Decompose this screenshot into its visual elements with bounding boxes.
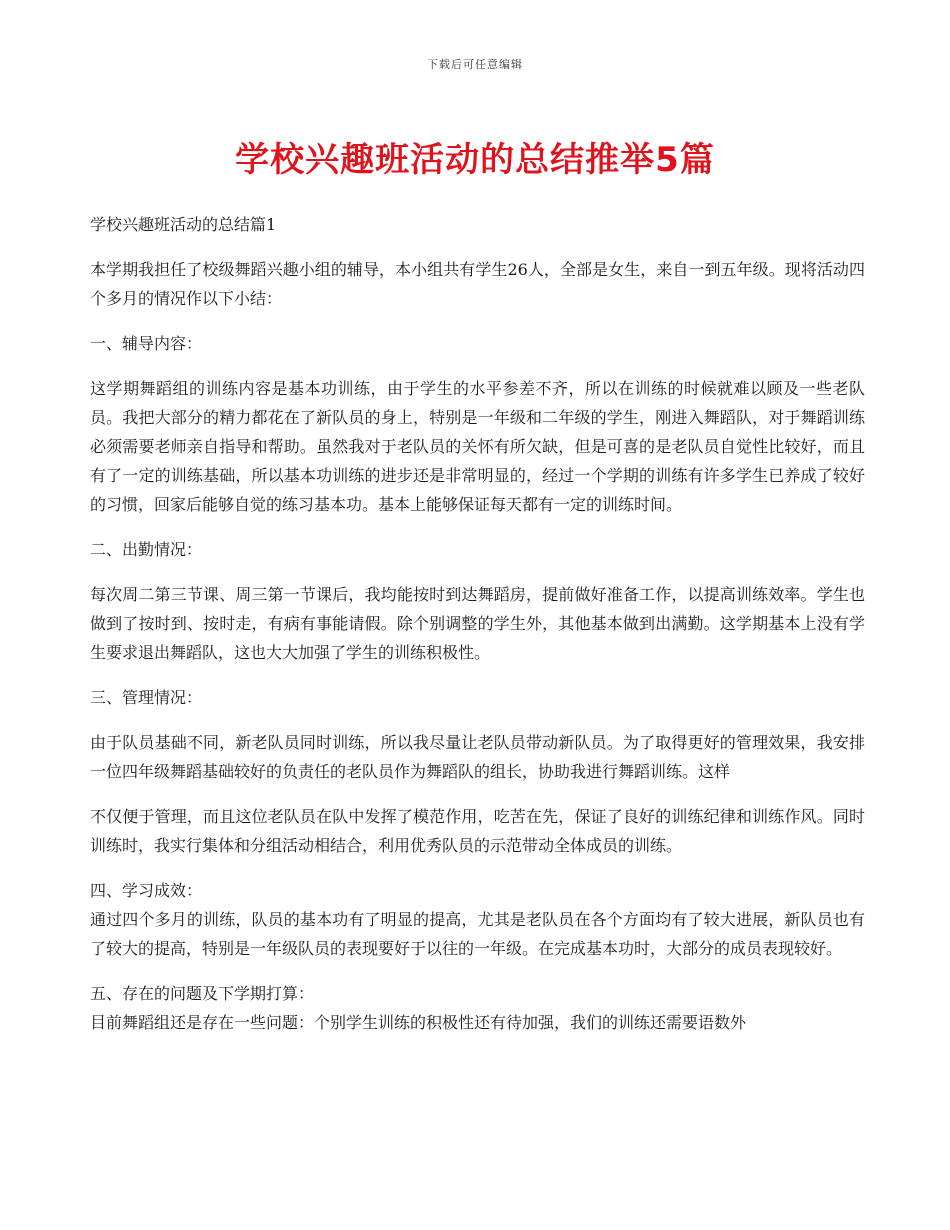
heading-management: 三、管理情况：: [90, 688, 203, 707]
heading-problems-plans: 五、存在的问题及下学期打算：: [90, 984, 315, 1003]
heading-guidance-content: 一、辅导内容：: [90, 334, 203, 353]
document-body: [90, 210, 865, 1037]
paragraph-learning-results: 通过四个多月的训练，队员的基本功有了明显的提高，尤其是老队员在各个方面均有了较大进展，新队员也有了较大的提高，特别是一年级队员的表现要好于以往的一年级。在完成基本功时，大部分的成员表现较好。: [90, 910, 865, 958]
paragraph-management-1: 由于队员基础不同，新老队员同时训练，所以我尽量让老队员带动新队员。为了取得更好的管理效果，我安排一位四年级舞蹈基础较好的负责任的老队员作为舞蹈队的组长，协助我进行舞蹈训练。这样: [90, 733, 865, 781]
heading-attendance: 二、出勤情况：: [90, 540, 203, 559]
heading-learning-results: 四、学习成效：: [90, 881, 203, 900]
paragraph-problems-plans: 目前舞蹈组还是存在一些问题：个别学生训练的积极性还有待加强，我们的训练还需要语数外: [90, 1013, 747, 1032]
paragraph-attendance: 每次周二第三节课、周三第一节课后，我均能按时到达舞蹈房，提前做好准备工作，以提高训练效率。学生也做到了按时到、按时走，有病有事能请假。除个别调整的学生外，其他基本做到出满勤。这学期基本上没有学生要求退出舞蹈队，这也大大加强了学生的训练积极性。: [90, 585, 865, 662]
paragraph-intro: 本学期我担任了校级舞蹈兴趣小组的辅导，本小组共有学生26人，全部是女生，来自一到五年级。现将活动四个多月的情况作以下小结：: [90, 260, 865, 308]
header-note: 下载后可任意编辑: [427, 58, 523, 71]
paragraph-management-2: 不仅便于管理，而且这位老队员在队中发挥了模范作用，吃苦在先，保证了良好的训练纪律和训练作风。同时训练时，我实行集体和分组活动相结合，利用优秀队员的示范带动全体成员的训练。: [90, 807, 865, 855]
document-title: 学校兴趣班活动的总结推举5篇: [235, 140, 715, 180]
paragraph-guidance-content: 这学期舞蹈组的训练内容是基本功训练，由于学生的水平参差不齐，所以在训练的时候就难以顾及一些老队员。我把大部分的精力都花在了新队员的身上，特别是一年级和二年级的学生，刚进入舞蹈队，对于舞蹈训练必须需要老师亲自指导和帮助。虽然我对于老队员的关怀有所欠缺，但是可喜的是老队员自觉性比较好，而且有了一定的训练基础，所以基本功训练的进步还是非常明显的，经过一个学期的训练有许多学生已养成了较好的习惯，回家后能够自觉的练习基本功。基本上能够保证每天都有一定的训练时间。: [90, 379, 865, 514]
section-subtitle: 学校兴趣班活动的总结篇1: [90, 215, 277, 234]
